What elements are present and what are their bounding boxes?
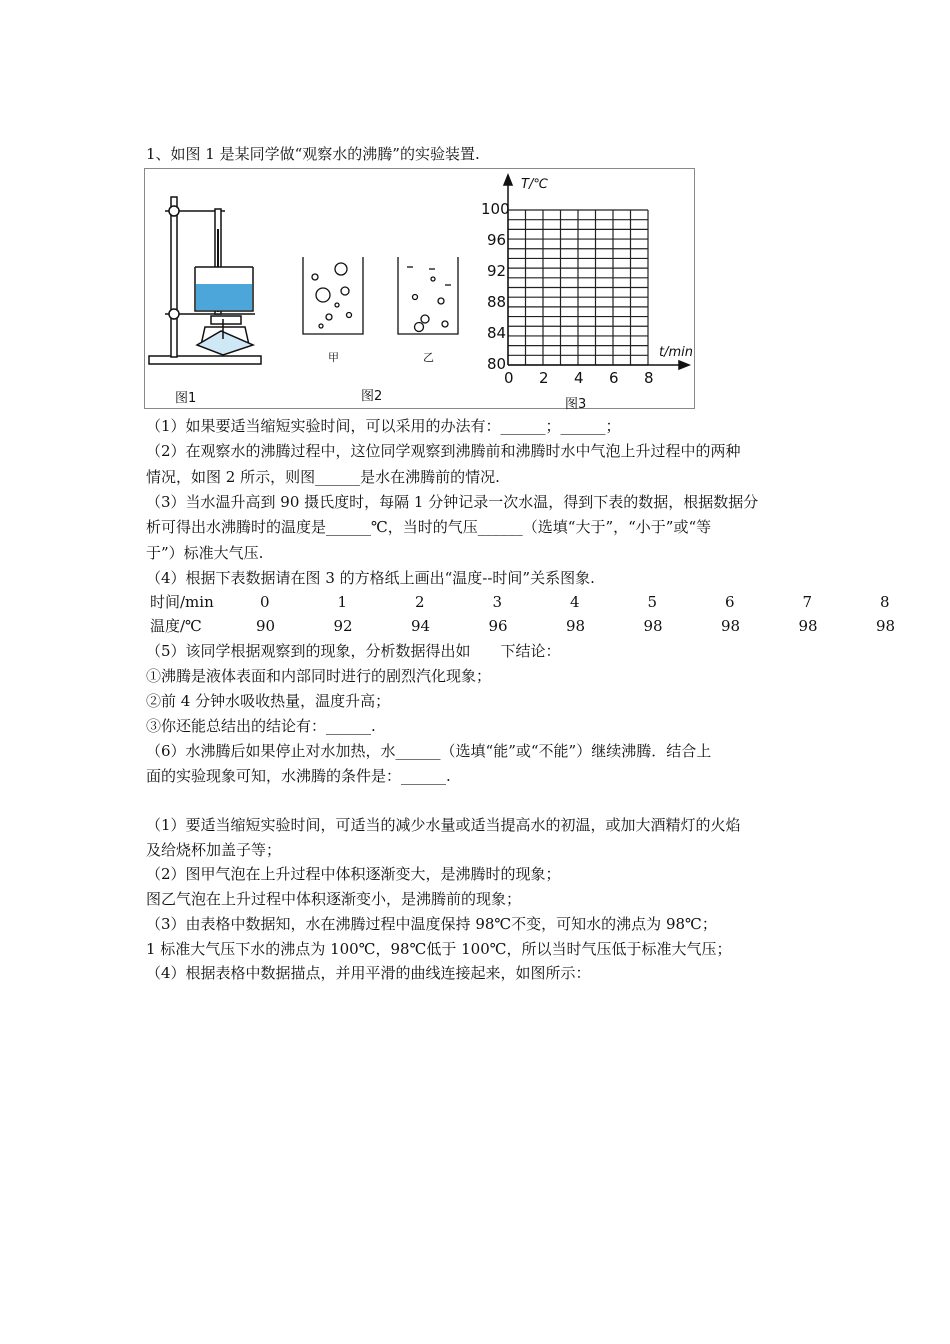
table-cell: 8 <box>880 593 890 611</box>
text-line: 于”）标准大气压. <box>146 543 264 562</box>
y-tick-label: 84 <box>487 324 507 342</box>
text-line: 析可得出水沸腾时的温度是______℃，当时的气压______（选填“大于”，“小于”或“等 <box>146 518 712 537</box>
x-tick-label: 0 <box>504 369 514 387</box>
figure-panel <box>144 168 695 412</box>
text-line: （1）要适当缩短实验时间，可适当的减少水量或适当提高水的初温，或加大酒精灯的火焰 <box>146 816 741 834</box>
text-line: （6）水沸腾后如果停止对水加热，水______（选填“能”或“不能”）继续沸腾．结合上 <box>146 742 712 760</box>
label-yi: 乙 <box>423 351 434 364</box>
stand-rod <box>171 197 177 357</box>
table-cell: 92 <box>333 617 353 635</box>
table-cell: 2 <box>415 593 425 611</box>
text-line: 图乙气泡在上升过程中体积逐渐变小，是沸腾前的现象； <box>146 890 522 909</box>
table-cell: 0 <box>260 593 270 611</box>
text-line: 及给烧杯加盖子等； <box>146 840 282 859</box>
label-jia: 甲 <box>328 351 339 364</box>
text-line: （5）该同学根据观察到的现象，分析数据得出如 下结论： <box>146 642 561 660</box>
x-tick-label: 8 <box>644 369 654 387</box>
table-cell: 96 <box>488 617 508 635</box>
fig1-caption: 图1 <box>175 391 197 406</box>
fig2-caption: 图2 <box>361 389 383 404</box>
table-row-label: 温度/℃ <box>150 617 202 635</box>
y-tick-label: 92 <box>487 262 507 280</box>
table-cell: 7 <box>802 593 813 611</box>
table-cell: 90 <box>256 617 276 635</box>
table-cell: 98 <box>876 617 896 635</box>
bubbles-figure-jia <box>303 257 363 334</box>
x-axis-label: t/min <box>659 345 693 360</box>
y-tick-label: 96 <box>487 231 507 249</box>
table-cell: 94 <box>411 617 431 635</box>
table-cell: 6 <box>725 593 735 611</box>
table-cell: 3 <box>492 593 503 611</box>
text-line: （3）由表格中数据知，水在沸腾过程中温度保持 98℃不变，可知水的沸点为 98℃； <box>146 914 717 933</box>
table-cell: 1 <box>337 593 348 611</box>
text-line: 情况，如图 2 所示，则图______是水在沸腾前的情况. <box>146 467 500 486</box>
water <box>196 284 252 310</box>
stand-base <box>149 356 261 364</box>
x-tick-label: 4 <box>574 369 584 387</box>
bubbles-figure-yi <box>398 257 458 334</box>
x-tick-label: 2 <box>539 369 549 387</box>
text-line: （3）当水温升高到 90 摄氏度时，每隔 1 分钟记录一次水温，得到下表的数据，根据数据分 <box>146 492 759 511</box>
table-cell: 4 <box>570 593 580 611</box>
text-line: （4）根据表格中数据描点，并用平滑的曲线连接起来，如图所示： <box>146 964 591 983</box>
graph-axes <box>504 175 689 369</box>
table-cell: 98 <box>721 617 741 635</box>
text-line: ②前 4 分钟水吸收热量，温度升高； <box>146 692 391 710</box>
table-cell: 98 <box>643 617 663 635</box>
text-line: 1 标准大气压下水的沸点为 100℃，98℃低于 100℃，所以当时气压低于标准大气压； <box>146 939 732 958</box>
question-title: 1、如图 1 是某同学做“观察水的沸腾”的实验装置. <box>146 145 480 163</box>
x-tick-label: 6 <box>609 369 619 387</box>
text-line: （1）如果要适当缩短实验时间，可以采用的办法有：______；______； <box>146 417 621 435</box>
apparatus-figure <box>149 197 261 364</box>
y-axis-label: T/℃ <box>521 177 548 192</box>
text-line: （2）在观察水的沸腾过程中，这位同学观察到沸腾前和沸腾时水中气泡上升过程中的两种 <box>146 442 741 461</box>
table-cell: 98 <box>798 617 818 635</box>
fig3-caption: 图3 <box>565 397 587 412</box>
text-line: 面的实验现象可知，水沸腾的条件是：______. <box>146 767 451 785</box>
text-line: ①沸腾是液体表面和内部同时进行的剧烈汽化现象； <box>146 667 492 685</box>
y-tick-label: 100 <box>481 200 510 218</box>
text-line: （4）根据下表数据请在图 3 的方格纸上画出“温度--时间”关系图象. <box>146 568 595 587</box>
table-cell: 98 <box>566 617 586 635</box>
table-cell: 5 <box>647 593 658 611</box>
y-tick-label: 88 <box>487 293 507 311</box>
table-row-label: 时间/min <box>150 593 214 611</box>
y-tick-label: 80 <box>487 355 507 373</box>
text-line: （2）图甲气泡在上升过程中体积逐渐变大，是沸腾时的现象； <box>146 865 561 884</box>
text-line: ③你还能总结出的结论有：______. <box>146 717 376 735</box>
temperature-grid <box>508 210 648 365</box>
